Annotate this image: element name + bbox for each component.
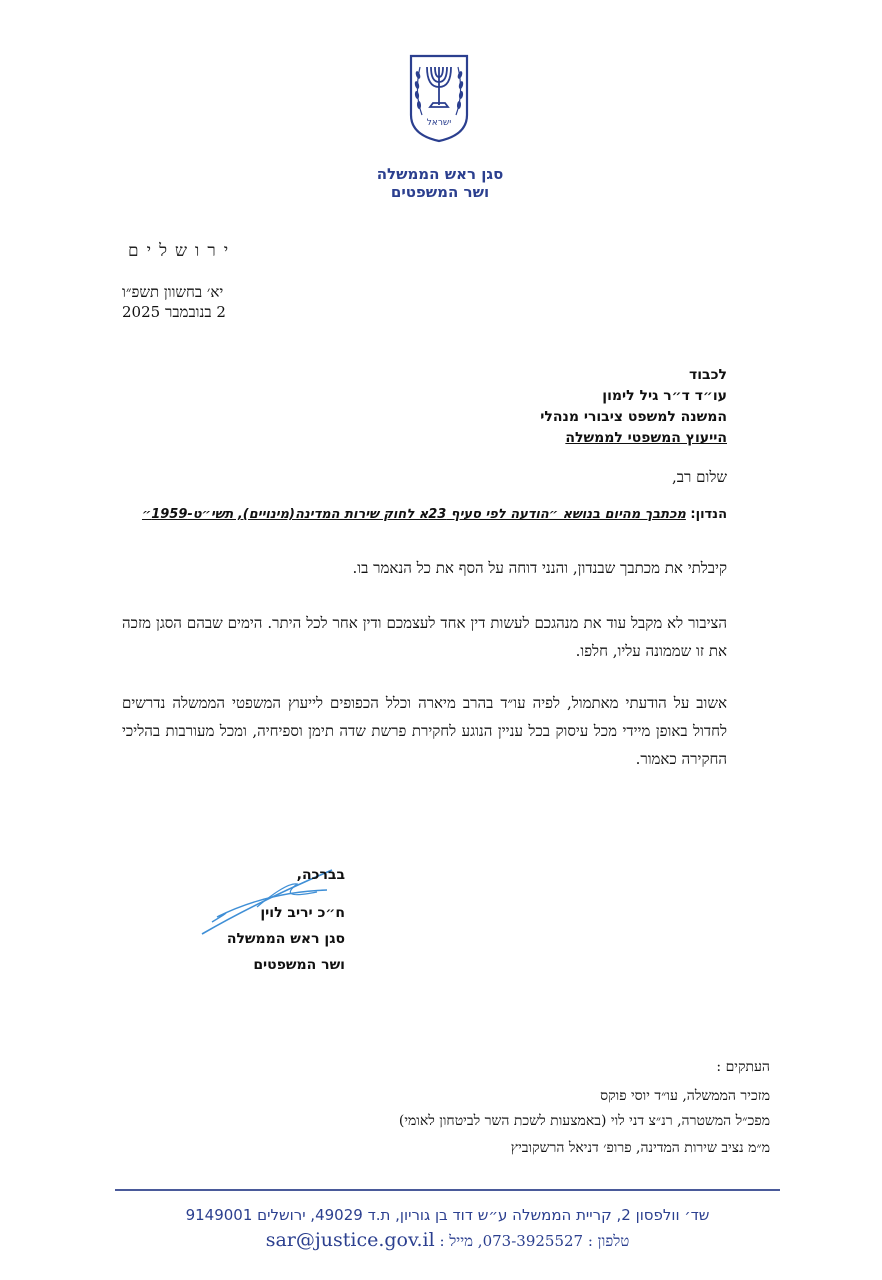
greeting: שלום רב, <box>672 468 727 486</box>
body-paragraph-3: אשוב על הודעתי מאתמול, לפיה עו״ד בהרב מיארה וכלל הכפופים לייעוץ המשפטי הממשלה נדרשים לחדול באופן מיידי מכל עיסוק בכל עניין הנוגע לחקירת פרשת שדה תימן וספיחיה, ומכל מעורבות בהליכי החקירה כאמור. <box>122 694 727 768</box>
subject-label: הנדון: <box>690 507 727 522</box>
addressee-title: המשנה למשפט ציבורי מנהלי <box>540 409 727 425</box>
signature-closing: בברכה, <box>296 867 345 883</box>
body-paragraph-2: הציבור לא מקבל עוד את מנהגכם לעשות דין אחד לעצמכם ודין אחר לכל היתר. הימים שבהם הסגן מזכה את זו שממונה עליו, חלפו. <box>122 614 727 660</box>
footer-contact <box>115 1229 780 1251</box>
hebrew-date: יא׳ בחשוון תשפ״ו <box>122 283 224 301</box>
signature-name: ח״כ יריב לוין <box>260 905 345 921</box>
signature-role-2: ושר המשפטים <box>253 957 345 973</box>
cc-item: מפכ״ל המשטרה, רנ״צ דני לוי (באמצעות לשכת השר לביטחון לאומי) <box>398 1113 770 1129</box>
footer-phone: טלפון : 073-3925527, מייל : <box>439 1232 630 1250</box>
subject-line <box>142 507 727 522</box>
subject-text: מכתבך מהיום בנושא ״הודעה לפי סעיף 23א לחוק שירות המדינה(מינויים), תשי״ט-1959״ <box>141 507 686 522</box>
office-title-line1: סגן ראש הממשלה <box>376 165 504 183</box>
emblem-label: ישראל <box>426 118 452 128</box>
body-paragraph-1: קיבלתי את מכתבך שבנדון, והנני דוחה על הסף את כל הנאמר בו. <box>352 559 727 577</box>
gregorian-date: 2 בנובמבר 2025 <box>122 303 226 321</box>
addressee-to: לכבוד <box>689 367 727 383</box>
cc-item: מזכיר הממשלה, עו״ד יוסי פוקס <box>600 1088 770 1104</box>
footer-email[interactable]: sar@justice.gov.il <box>265 1229 435 1251</box>
signature-role-1: סגן ראש הממשלה <box>226 931 345 947</box>
cc-label: העתקים : <box>716 1059 770 1075</box>
cc-item: מ״מ נציב שירות המדינה, פרופ׳ דניאל הרשקוביץ <box>510 1140 770 1156</box>
office-title-line2: ושר המשפטים <box>390 183 490 201</box>
state-emblem-icon <box>408 53 470 143</box>
footer-divider <box>115 1189 780 1191</box>
addressee-name: עו״ד ד״ר גיל לימון <box>602 388 727 404</box>
place-name: ירושלים <box>128 241 237 261</box>
footer-address: שד׳ וולפסון 2, קריית הממשלה ע״ש דוד בן גוריון, ת.ד 49029, ירושלים 9149001 <box>185 1206 710 1224</box>
addressee-office: הייעוץ המשפטי לממשלה <box>565 430 727 446</box>
